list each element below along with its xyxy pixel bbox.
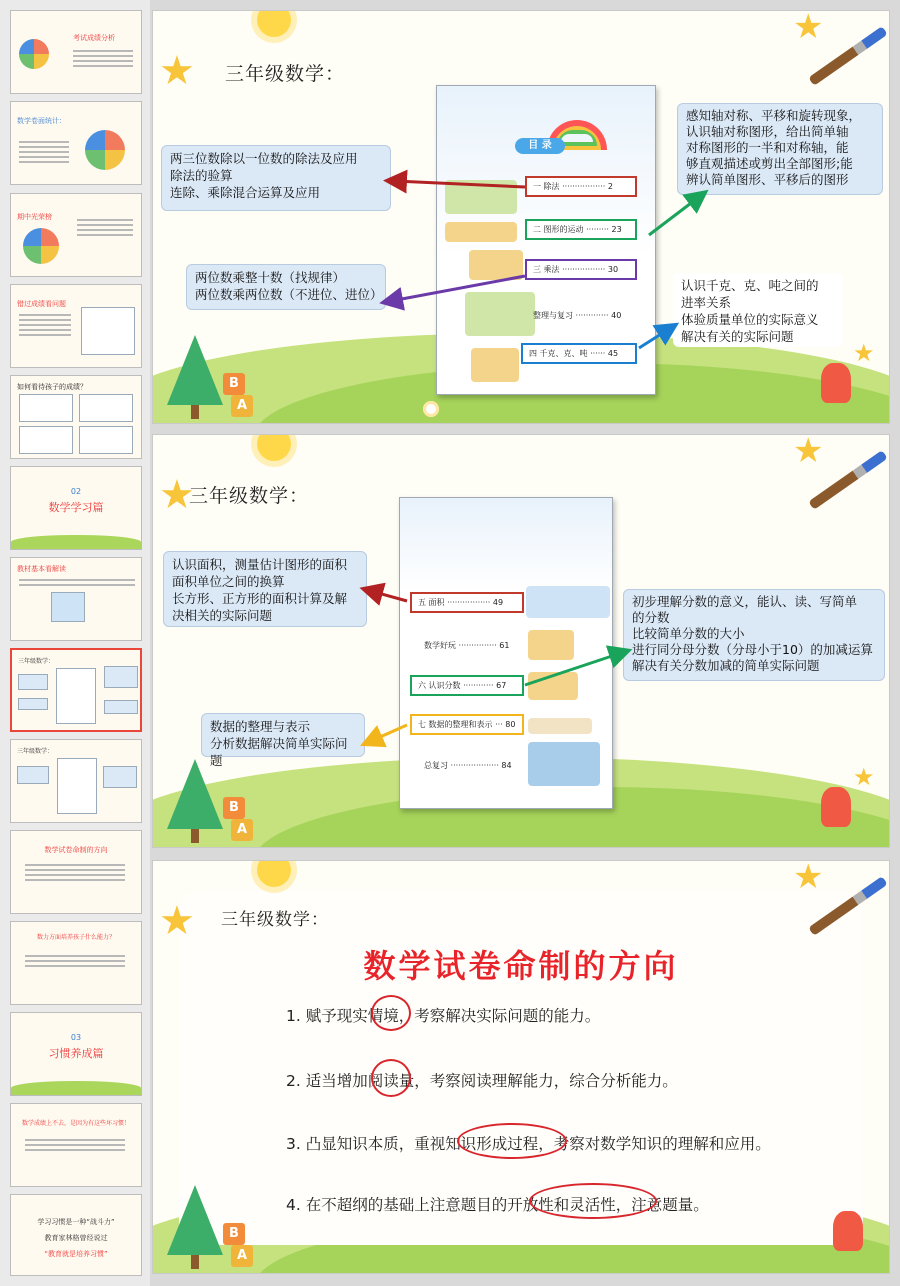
toc-item-data: 七 数据的整理和表示 ··· 80	[410, 714, 524, 735]
thumbnail-title: 数力方面培养孩子什么能力？	[36, 934, 115, 941]
thumbnail-text-lines	[25, 1136, 125, 1154]
slide-title: 数学试卷命制的方向	[363, 947, 679, 985]
section-title: 习惯养成篇	[48, 1047, 104, 1060]
toc-item-division: 一 除法 ················· 2	[525, 176, 637, 197]
arrow-shape-motion	[649, 197, 699, 235]
textbook-cover-icon	[51, 592, 85, 622]
thumbnail-text-lines	[19, 576, 135, 589]
tree-trunk	[191, 405, 199, 419]
christmas-tree-icon	[167, 1185, 223, 1255]
exam-direction-point-3: 3. 凸显知识本质，重视知识形成过程，考察对数学知识的理解和应用。	[286, 1135, 771, 1153]
callout-line: 决相关的实际问题	[172, 608, 273, 623]
callout-line: 够直观描述或剪出全部图形;能	[686, 156, 853, 171]
callout-line: 分析数据解决简单实际问题	[210, 736, 348, 768]
thumbnail-text-lines	[19, 311, 71, 339]
thumbnail-box	[81, 307, 135, 355]
thumbnail-title: 如何看待孩子的成绩？	[17, 383, 87, 391]
callout-line: 解决有关的实际问题	[681, 329, 794, 344]
callout-line: 进率关系	[681, 295, 732, 310]
pie-chart-icon	[19, 39, 49, 69]
christmas-tree-icon	[167, 759, 223, 829]
illustration-children-scale	[471, 348, 519, 382]
callout-mass-units	[673, 273, 843, 347]
callout-line: 对称图形的一半和对称轴，能	[686, 140, 849, 155]
slide-1[interactable]	[152, 10, 890, 424]
slide-thumbnail-3[interactable]	[10, 193, 142, 277]
star-icon: ★	[159, 48, 195, 94]
section-title: 数学学习篇	[48, 501, 104, 514]
thumbnail-box	[79, 394, 133, 422]
exam-direction-point-4: 4. 在不超纲的基础上注意题目的开放性和灵活性，注意题量。	[286, 1196, 709, 1214]
callout-fractions	[623, 589, 885, 681]
flower-icon	[423, 401, 439, 417]
thumbnail-title: 数学卷面统计：	[17, 117, 66, 125]
highlight-circle-reading	[371, 1059, 411, 1097]
slide-heading: 三年级数学：	[225, 63, 346, 85]
letter-block-a-icon: A	[231, 1245, 253, 1267]
slide-thumbnail-panel	[0, 0, 150, 1286]
thumbnail-text-lines	[73, 47, 133, 70]
thumbnail-title: 数学试卷命制的方向	[44, 846, 108, 854]
callout-line: 辨认简单图形、平移后的图形	[686, 172, 849, 187]
callout-line: 数据的整理与表示	[210, 719, 311, 734]
thumbnail-title: 期中光荣榜	[17, 213, 52, 221]
textbook-toc-page	[399, 497, 613, 809]
callout-data	[201, 713, 365, 768]
thumbnail-box	[19, 394, 73, 422]
illustration-children	[445, 180, 517, 214]
slide-thumbnail-4[interactable]	[10, 284, 142, 368]
illustration-boat	[528, 742, 600, 786]
letter-a-mascot-icon	[821, 787, 851, 827]
slide-thumbnail-7[interactable]	[10, 557, 142, 641]
thumbnail-title: 错过成绩看问题	[17, 300, 66, 308]
callout-line: 感知轴对称、平移和旋转现象，	[686, 108, 862, 123]
slide-thumbnail-1[interactable]	[10, 10, 142, 94]
thumbnail-box	[79, 426, 133, 454]
callout-line: 认识千克、克、吨之间的	[681, 278, 819, 293]
thumbnail-book	[57, 758, 97, 814]
thumbnail-text-lines	[77, 216, 133, 239]
slide-thumbnail-10[interactable]	[10, 830, 142, 914]
slide-thumbnail-9[interactable]	[10, 739, 142, 823]
toc-item-fractions: 六 认识分数 ············ 67	[410, 675, 524, 696]
illustration-children-table	[528, 630, 574, 660]
letter-block-a-icon: A	[231, 819, 253, 841]
callout-line: 解决有关分数加减的简单实际问题	[632, 658, 820, 673]
callout-area	[163, 551, 367, 627]
pie-chart-icon	[85, 130, 125, 170]
christmas-tree-icon	[167, 335, 223, 405]
thumbnail-title: 考试成绩分析	[73, 34, 115, 42]
thumbnail-title: 数学成绩上不去，是因为有这些坏习惯！	[21, 1120, 130, 1127]
star-icon: ★	[793, 860, 824, 897]
illustration-gate	[445, 222, 517, 242]
slide-thumbnail-12[interactable]	[10, 1012, 142, 1096]
slide-2[interactable]	[152, 434, 890, 848]
callout-line: 认识面积，测量估计图形的面积	[172, 557, 348, 572]
callout-line: 两位数乘整十数（找规律）	[195, 270, 346, 285]
letter-block-b-icon: B	[223, 373, 245, 395]
thumbnail-title: 三年级数学：	[17, 748, 54, 755]
illustration-classroom	[526, 586, 610, 618]
thumbnail-line: 教育家林格曾经说过	[44, 1234, 108, 1242]
illustration-tree	[465, 292, 535, 336]
slide-thumbnail-13[interactable]	[10, 1103, 142, 1187]
highlight-circle-openness	[529, 1183, 657, 1219]
letter-a-mascot-icon	[833, 1211, 863, 1251]
thumbnail-callout	[18, 698, 48, 710]
thumbnail-line: “教育就是培养习惯”	[44, 1250, 108, 1258]
toc-heading: 目 录	[515, 138, 565, 154]
thumbnail-title: 教材基本看解读	[17, 565, 66, 573]
slide-thumbnail-2[interactable]	[10, 101, 142, 185]
star-icon: ★	[159, 472, 195, 518]
callout-line: 的分数	[632, 610, 670, 625]
thumbnail-box	[19, 426, 73, 454]
sun-icon	[257, 434, 291, 461]
callout-line: 面积单位之间的换算	[172, 574, 285, 589]
thumbnail-text-lines	[25, 861, 125, 884]
toc-item-general-review: 总复习 ··················· 84	[424, 761, 512, 770]
toc-item-area: 五 面积 ················· 49	[410, 592, 524, 613]
letter-block-b-icon: B	[223, 797, 245, 819]
callout-division	[161, 145, 391, 211]
thumbnail-text-lines	[19, 138, 69, 166]
section-number: 03	[70, 1033, 82, 1042]
callout-line: 认识轴对称图形，给出简单轴	[686, 124, 849, 139]
slide-thumbnail-5[interactable]	[10, 375, 142, 459]
toc-item-math-fun: 数学好玩 ··············· 61	[424, 641, 510, 650]
callout-line: 两位数乘两位数（不进位、进位）	[195, 287, 383, 302]
exam-direction-point-1: 1. 赋予现实情境，考察解决实际问题的能力。	[286, 1007, 601, 1025]
slide-thumbnail-6[interactable]	[10, 466, 142, 550]
slide-3[interactable]	[152, 860, 890, 1274]
callout-line: 两三位数除以一位数的除法及应用	[170, 151, 358, 166]
thumbnail-callout	[17, 766, 49, 784]
page-sky-background	[400, 498, 612, 591]
letter-a-mascot-icon	[821, 363, 851, 403]
tree-trunk	[191, 1255, 199, 1269]
callout-shape-motion	[677, 103, 883, 195]
thumbnail-callout	[103, 766, 137, 788]
slide-thumbnail-8[interactable]	[10, 648, 142, 732]
star-icon: ★	[853, 763, 875, 791]
section-number: 02	[70, 487, 82, 496]
thumbnail-callout	[18, 674, 48, 690]
callout-line: 体验质量单位的实际意义	[681, 312, 819, 327]
star-icon: ★	[793, 434, 824, 471]
illustration-building	[469, 250, 523, 280]
illustration-animals	[528, 718, 592, 734]
sun-icon	[257, 860, 291, 887]
slide-heading: 三年级数学：	[221, 910, 329, 930]
callout-line: 进行同分母分数（分母小于10）的加减运算	[632, 642, 873, 657]
grass-decoration	[11, 535, 141, 549]
star-icon: ★	[793, 10, 824, 47]
thumbnail-line: 学习习惯是一种“战斗力”	[37, 1218, 115, 1226]
highlight-circle-knowledge-process	[457, 1123, 567, 1159]
textbook-toc-page	[436, 85, 656, 395]
thumbnail-callout	[104, 700, 138, 714]
sun-icon	[257, 10, 291, 37]
thumbnail-title: 三年级数学：	[18, 658, 55, 665]
thumbnail-book	[56, 668, 96, 724]
tree-trunk	[191, 829, 199, 843]
slide-thumbnail-14[interactable]	[10, 1194, 142, 1276]
callout-line: 长方形、正方形的面积计算及解	[172, 591, 348, 606]
slide-thumbnail-11[interactable]	[10, 921, 142, 1005]
callout-line: 连除、乘除混合运算及应用	[170, 185, 321, 200]
thumbnail-callout	[104, 666, 138, 688]
callout-line: 比较简单分数的大小	[632, 626, 745, 641]
star-icon: ★	[853, 339, 875, 367]
callout-line: 除法的验算	[170, 168, 233, 183]
toc-item-review: 整理与复习 ············· 40	[533, 311, 622, 320]
slide-heading: 三年级数学：	[189, 485, 310, 507]
callout-line: 初步理解分数的意义，能认、读、写简单	[632, 594, 858, 609]
grass-decoration	[11, 1081, 141, 1095]
thumbnail-text-lines	[25, 952, 125, 970]
toc-item-mass-units: 四 千克、克、吨 ······ 45	[521, 343, 637, 364]
toc-item-shape-motion: 二 图形的运动 ········· 23	[525, 219, 637, 240]
letter-block-b-icon: B	[223, 1223, 245, 1245]
illustration-children-fractions	[528, 672, 578, 700]
toc-item-multiplication: 三 乘法 ················· 30	[525, 259, 637, 280]
pie-chart-icon	[23, 228, 59, 264]
letter-block-a-icon: A	[231, 395, 253, 417]
callout-multiplication	[186, 264, 386, 310]
exam-direction-point-2: 2. 适当增加阅读量，考察阅读理解能力，综合分析能力。	[286, 1072, 678, 1090]
star-icon: ★	[159, 898, 195, 944]
highlight-circle-situation	[371, 995, 411, 1031]
